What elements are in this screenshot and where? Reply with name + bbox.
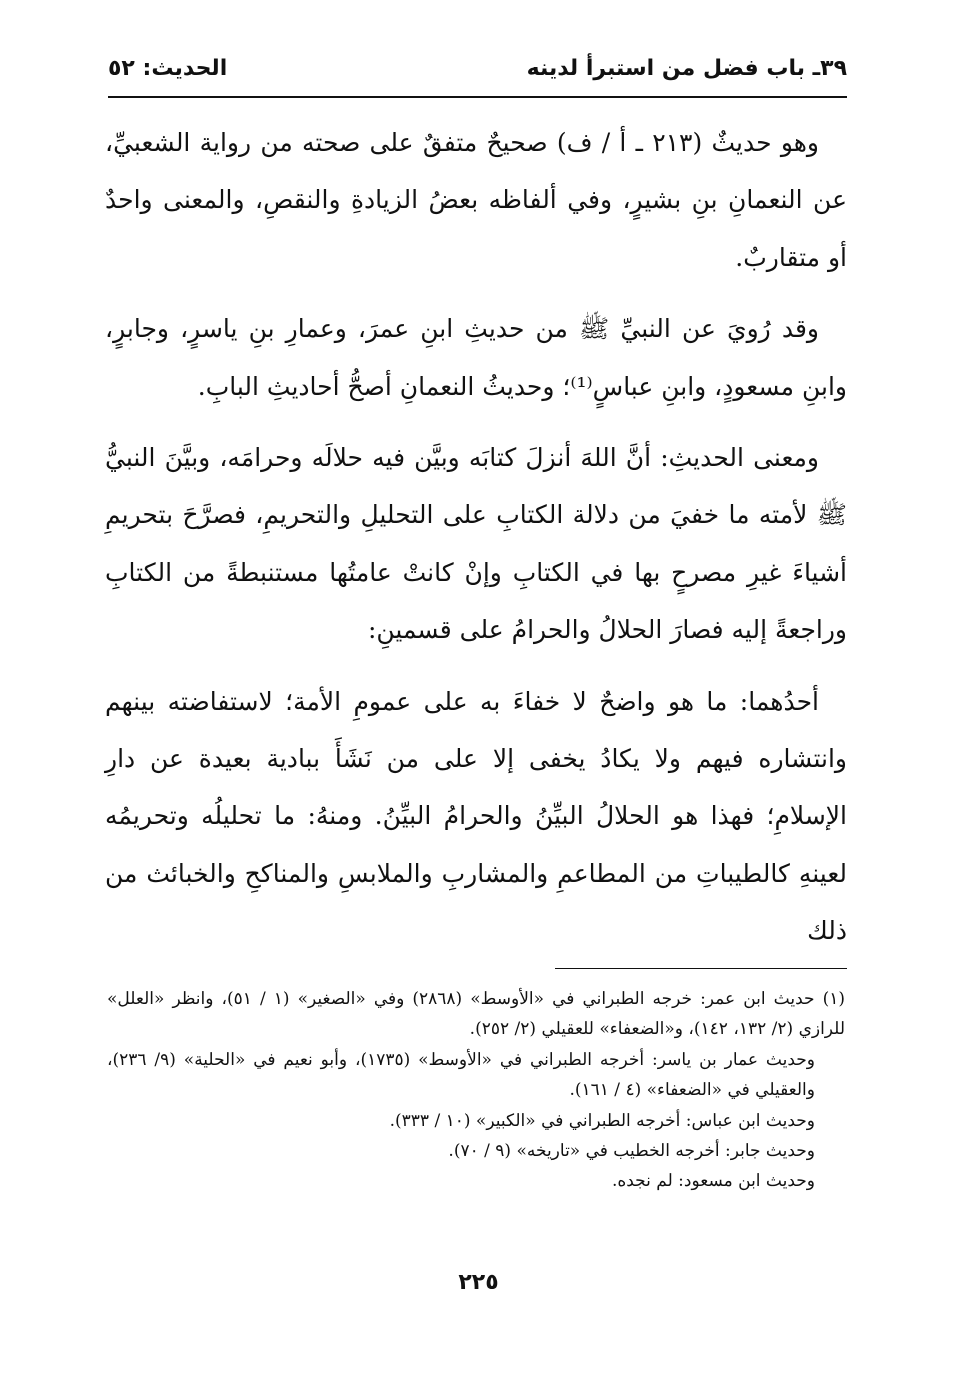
paragraph: أحدُهما: ما هو واضحٌ لا خفاءَ به على عمومِ الأمة؛ لاستفاضته بينهم وانتشاره فيهم ولا يكادُ يخفى إلا على من نَشَأَ ببادية بعيدة عن دارِ الإسلامِ؛ فهذا هو الحلالُ البيِّنُ والحرامُ البيِّنُ. ومنهُ: ما تحليلُه وتحريمُه لعينهِ كالطيباتِ من المطاعمِ والمشاربِ والملابسِ والمناكحِ والخبائث من ذلك: [105, 686, 847, 946]
footnote-line: وحديث عمار بن ياسر: أخرجه الطبراني في «الأوسط» (١٧٣٥)، وأبو نعيم في «الحلية» (٩/ ٢٣٦)، والعقيلي في «الضعفاء» (٤ / ١٦١).: [107, 1049, 815, 1101]
page-number: ٢٢٥: [458, 1270, 499, 1295]
footnote-line: وحديث ابن مسعود: لم نجده.: [611, 1171, 815, 1192]
footnote-separator: [555, 968, 847, 969]
running-header: [108, 52, 847, 98]
footnote-line: وحديث ابن عباس: أخرجه الطبراني في «الكبير» (١٠ / ٣٣٣).: [389, 1110, 815, 1131]
footnote-1: (١) حديث ابن عمر: خرجه الطبراني في «الأوسط» (٢٨٦٨) وفي «الصغير» (١ / ٥١)، وانظر «العلل» للرازي (٢/ ١٣٢، ١٤٢)، و«الضعفاء» للعقيلي (٢/ ٢٥٢).: [107, 989, 845, 1040]
body-text: [105, 114, 847, 974]
chapter-title: ٣٩ـ باب فضل من استبرأ لدينه: [526, 56, 847, 81]
footnotes: [107, 984, 845, 1197]
paragraph: وقد رُويَ عن النبيِّ ﷺ من حديثِ ابنِ عمرَ، وعمارِ بنِ ياسرٍ، وجابرٍ، وابنِ مسعودٍ، وابنِ عباسٍ⁽¹⁾؛ وحديثُ النعمانِ أصحُّ أحاديثِ البابِ.: [105, 314, 847, 401]
footnote-line: وحديث جابر: أخرجه الخطيب في «تاريخه» (٩ / ٧٠).: [448, 1141, 815, 1162]
hadith-number: الحديث: ٥٢: [108, 56, 228, 81]
paragraph: وهو حديثٌ (٢١٣ ـ أ / ف) صحيحٌ متفقٌ على صحته من رواية الشعبيِّ، عن النعمانِ بنِ بشيرٍ، وفي ألفاظه بعضُ الزيادةِ والنقصِ، والمعنى واحدٌ أو متقاربٌ.: [105, 128, 847, 272]
paragraph: ومعنى الحديثِ: أنَّ اللهَ أنزلَ كتابَه وبيَّن فيه حلالَه وحرامَه، وبيَّنَ النبيُّ ﷺ لأمته ما خفيَ من دلالة الكتابِ على التحليلِ والتحريمِ، فصرَّحَ بتحريمِ أشياءَ غيرِ مصرحٍ بها في الكتابِ وإنْ كانتْ عامتُها مستنبطةً من الكتابِ وراجعةً إليه فصارَ الحلالُ والحرامُ على قسمينِ:: [105, 443, 847, 645]
